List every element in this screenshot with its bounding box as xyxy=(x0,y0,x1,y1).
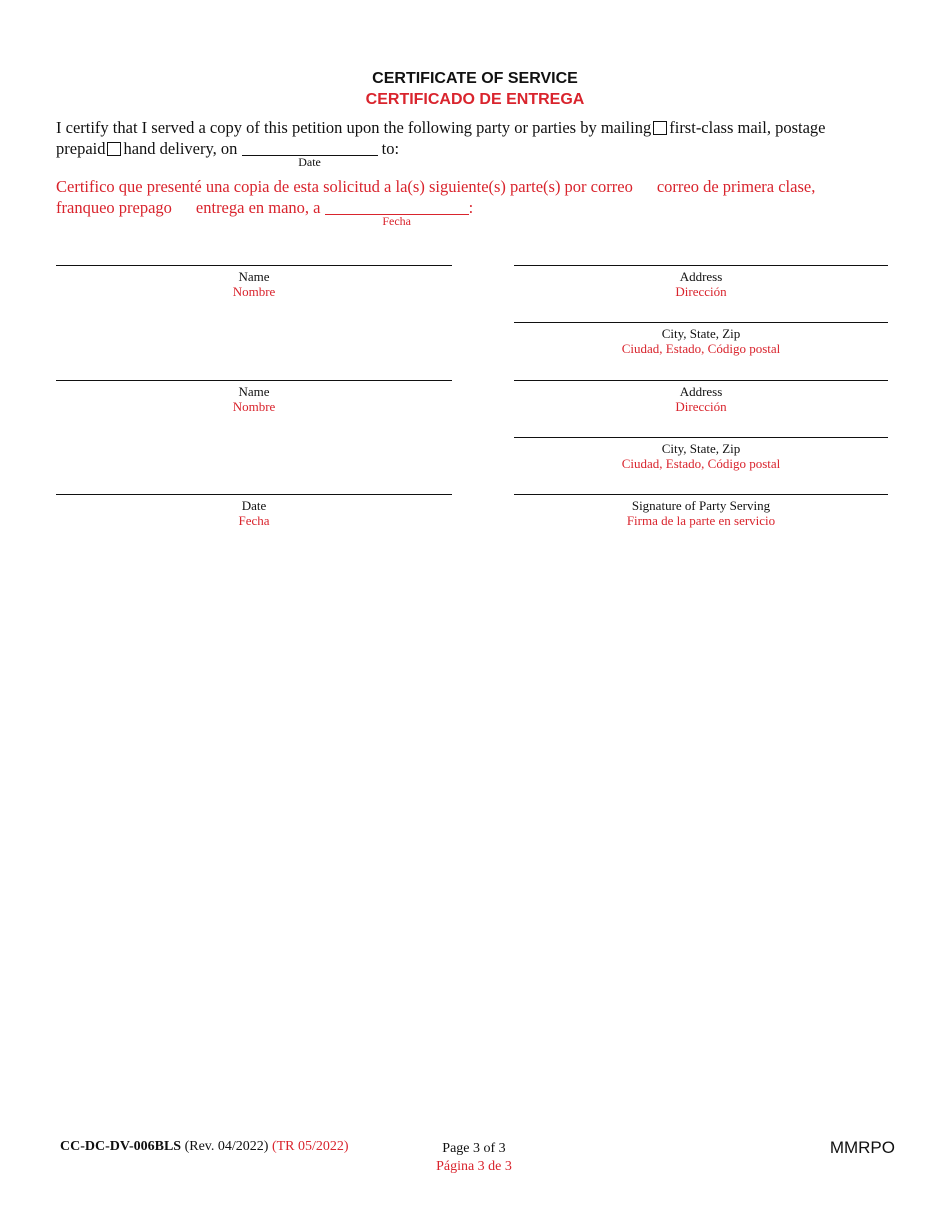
fecha-field[interactable] xyxy=(325,198,469,228)
fecha-caption: Fecha xyxy=(382,213,411,228)
address-field-1[interactable] xyxy=(514,265,888,299)
form-code: CC-DC-DV-006BLS xyxy=(60,1139,182,1154)
page-number xyxy=(374,1140,574,1176)
certify-text: I certify that I served a copy of this petition upon the following party or parties by mailing xyxy=(56,118,652,137)
service-date-field[interactable] xyxy=(242,139,378,169)
entrega-mano-label: entrega en mano, a xyxy=(195,197,321,217)
name-field-2[interactable] xyxy=(56,380,452,414)
address-label-1: Address xyxy=(679,269,723,284)
address-label-2: Address xyxy=(679,384,723,399)
fecha-label: Fecha xyxy=(238,512,270,528)
to-label: to: xyxy=(381,138,400,158)
date-caption: Date xyxy=(298,154,321,169)
page-number-english: Page 3 of 3 xyxy=(442,1141,506,1156)
firma-label: Firma de la parte en servicio xyxy=(626,512,776,528)
ciudad-label-1: Ciudad, Estado, Código postal xyxy=(621,340,781,356)
page-number-spanish: Página 3 de 3 xyxy=(436,1159,512,1174)
hand-delivery-label: hand delivery, on xyxy=(123,138,238,158)
title-english: CERTIFICATE OF SERVICE xyxy=(372,70,578,87)
title-spanish: CERTIFICADO DE ENTREGA xyxy=(365,91,585,108)
form-identifier xyxy=(60,1138,349,1156)
franqueo-label: franqueo prepago xyxy=(56,197,172,217)
address-field-2[interactable] xyxy=(514,380,888,414)
date-field[interactable] xyxy=(56,494,452,528)
signature-label: Signature of Party Serving xyxy=(631,498,771,513)
city-state-zip-label-2: City, State, Zip xyxy=(661,441,741,456)
colon-label: : xyxy=(468,197,474,217)
certification-spanish xyxy=(56,177,886,228)
prepaid-label: prepaid xyxy=(56,138,106,158)
certifico-text: Certifico que presenté una copia de esta solicitud a la(s) siguiente(s) parte(s) por correo xyxy=(56,177,633,196)
correo-primera-clase-label: correo de primera clase, xyxy=(656,177,816,196)
city-state-zip-field-1[interactable] xyxy=(514,322,888,356)
direccion-label-2: Dirección xyxy=(675,398,727,414)
form-mark: MMRPO xyxy=(829,1138,895,1157)
signature-field[interactable] xyxy=(514,494,888,528)
ciudad-label-2: Ciudad, Estado, Código postal xyxy=(621,455,781,471)
name-label-2: Name xyxy=(238,384,270,399)
name-label-1: Name xyxy=(238,269,270,284)
city-state-zip-field-2[interactable] xyxy=(514,437,888,471)
date-label: Date xyxy=(241,498,267,513)
direccion-label-1: Dirección xyxy=(675,283,727,299)
first-class-mail-checkbox[interactable] xyxy=(653,121,667,135)
nombre-label-1: Nombre xyxy=(232,283,276,299)
city-state-zip-label-1: City, State, Zip xyxy=(661,326,741,341)
revision: (Rev. 04/2022) xyxy=(184,1139,269,1154)
first-class-mail-label: first-class mail, postage xyxy=(669,118,826,137)
hand-delivery-checkbox[interactable] xyxy=(107,142,121,156)
certification-english xyxy=(56,118,886,169)
translation-revision: (TR 05/2022) xyxy=(271,1139,349,1154)
name-field-1[interactable] xyxy=(56,265,452,299)
nombre-label-2: Nombre xyxy=(232,398,276,414)
